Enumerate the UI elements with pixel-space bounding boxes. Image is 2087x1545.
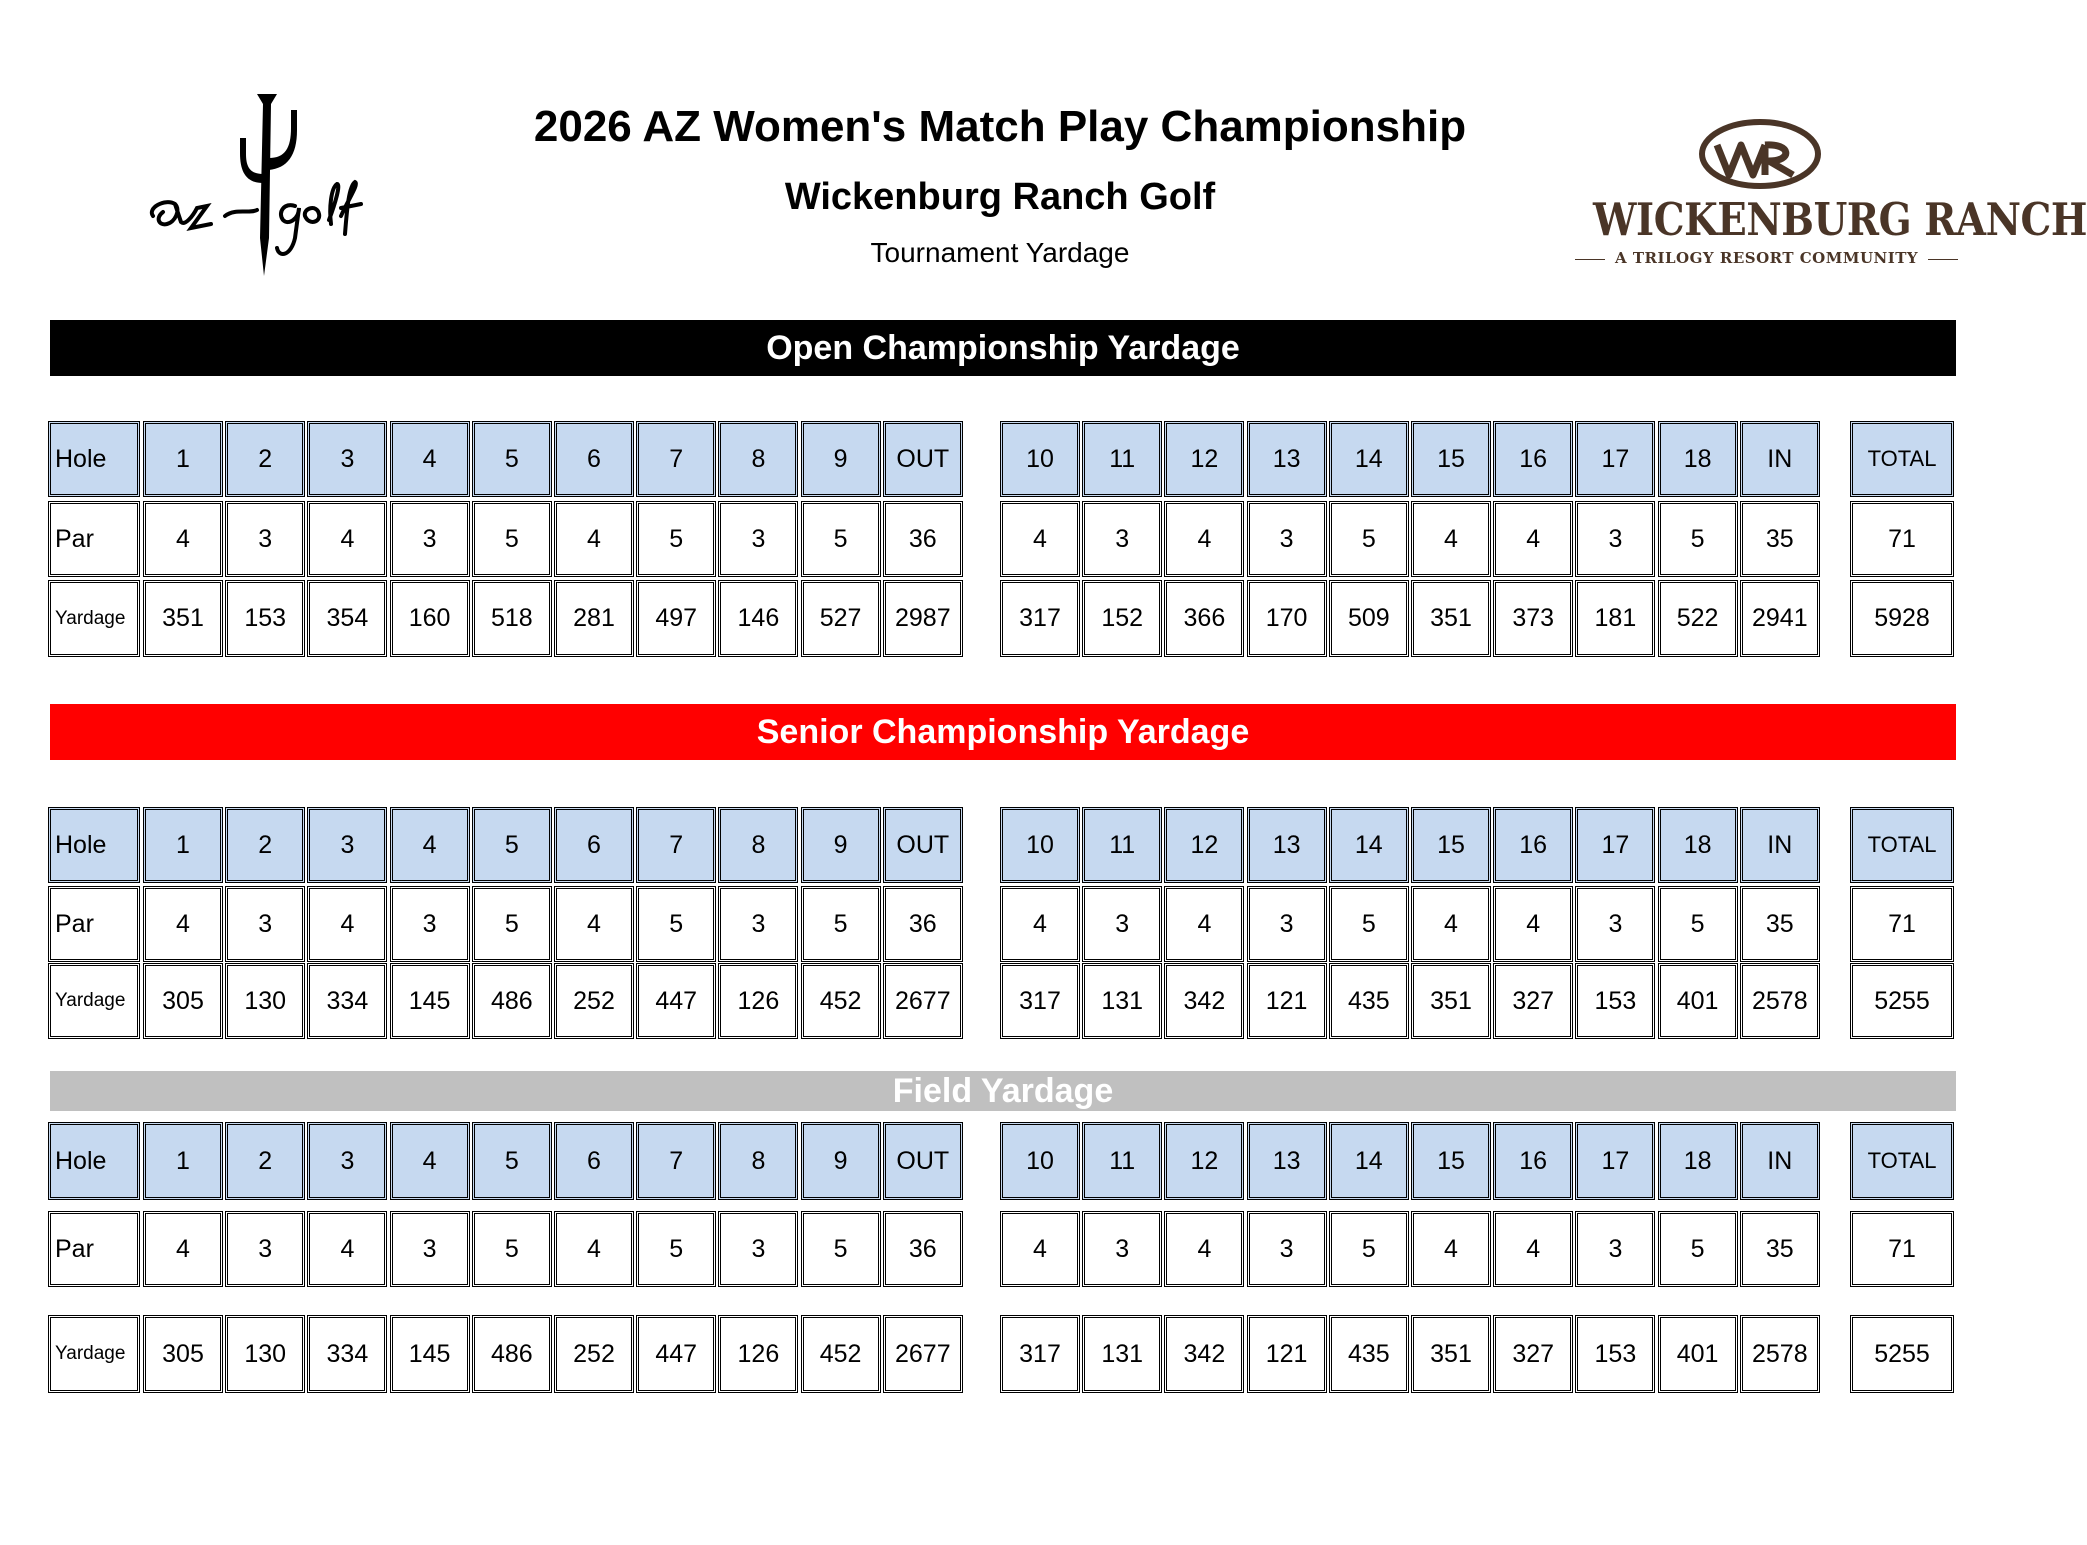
field-hole-cell: 2 (225, 1122, 305, 1200)
open-hole-cell: 7 (636, 421, 716, 497)
senior-par-cell: 3 (390, 886, 470, 962)
senior-yardage-cell: 447 (636, 963, 716, 1039)
field-yardage-cell: 334 (307, 1315, 387, 1393)
field-yardage-label: Yardage (48, 1315, 140, 1393)
open-hole-cell: 15 (1411, 421, 1491, 497)
field-yardage-banner: Field Yardage (50, 1071, 1956, 1111)
field-hole-cell: 7 (636, 1122, 716, 1200)
field-hole-cell: 16 (1493, 1122, 1573, 1200)
field-hole-cell: 11 (1082, 1122, 1162, 1200)
field-hole-cell: 1 (143, 1122, 223, 1200)
open-hole-cell: 6 (554, 421, 634, 497)
field-par-cell: 36 (883, 1211, 963, 1287)
senior-yardage-cell: 252 (554, 963, 634, 1039)
field-hole-cell: 18 (1658, 1122, 1738, 1200)
open-yardage-cell: 373 (1493, 580, 1573, 657)
senior-hole-cell: 16 (1493, 807, 1573, 883)
field-par-cell: 3 (718, 1211, 798, 1287)
senior-hole-cell: 17 (1575, 807, 1655, 883)
field-hole-label: Hole (48, 1122, 140, 1200)
senior-hole-total: TOTAL (1850, 807, 1954, 883)
field-hole-cell: 5 (472, 1122, 552, 1200)
field-yardage-total: 5255 (1850, 1315, 1954, 1393)
senior-par-cell: 4 (143, 886, 223, 962)
field-par-cell: 3 (225, 1211, 305, 1287)
senior-hole-cell: 14 (1329, 807, 1409, 883)
field-par-cell: 5 (472, 1211, 552, 1287)
field-par-cell: 5 (801, 1211, 881, 1287)
open-yardage-label: Yardage (48, 580, 140, 657)
field-hole-cell: 17 (1575, 1122, 1655, 1200)
field-par-cell: 5 (1329, 1211, 1409, 1287)
senior-par-cell: 4 (554, 886, 634, 962)
senior-par-cell: 5 (1329, 886, 1409, 962)
field-hole-total: TOTAL (1850, 1122, 1954, 1200)
senior-hole-cell: 6 (554, 807, 634, 883)
open-par-cell: 3 (1575, 501, 1655, 577)
open-yardage-cell: 351 (143, 580, 223, 657)
open-par-cell: 4 (1000, 501, 1080, 577)
open-yardage-cell: 281 (554, 580, 634, 657)
open-hole-cell: 13 (1247, 421, 1327, 497)
senior-hole-cell: 4 (390, 807, 470, 883)
senior-yardage-cell: 351 (1411, 963, 1491, 1039)
open-par-total: 71 (1850, 501, 1954, 577)
senior-par-cell: 3 (1082, 886, 1162, 962)
open-par-cell: 3 (718, 501, 798, 577)
senior-par-cell: 4 (1411, 886, 1491, 962)
open-hole-cell: 12 (1164, 421, 1244, 497)
open-par-cell: 4 (1164, 501, 1244, 577)
open-yardage-total: 5928 (1850, 580, 1954, 657)
field-hole-cell: 4 (390, 1122, 470, 1200)
open-hole-cell: 2 (225, 421, 305, 497)
field-hole-cell: 10 (1000, 1122, 1080, 1200)
open-yardage-cell: 509 (1329, 580, 1409, 657)
page-title: 2026 AZ Women's Match Play Championship (533, 102, 1467, 151)
field-par-cell: 3 (1082, 1211, 1162, 1287)
senior-yardage-cell: 153 (1575, 963, 1655, 1039)
senior-hole-cell: 7 (636, 807, 716, 883)
open-hole-cell: 4 (390, 421, 470, 497)
senior-hole-cell: 10 (1000, 807, 1080, 883)
open-yardage-cell: 354 (307, 580, 387, 657)
open-par-cell: 5 (472, 501, 552, 577)
open-hole-cell: 8 (718, 421, 798, 497)
open-championship-banner: Open Championship Yardage (50, 320, 1956, 376)
page-subtitle: Tournament Yardage (870, 237, 1130, 268)
senior-yardage-cell: 452 (801, 963, 881, 1039)
open-par-cell: 5 (636, 501, 716, 577)
open-par-cell: 5 (1658, 501, 1738, 577)
field-yardage-cell: 252 (554, 1315, 634, 1393)
field-par-label: Par (48, 1211, 140, 1287)
open-hole-cell: 9 (801, 421, 881, 497)
senior-yardage-cell: 305 (143, 963, 223, 1039)
open-par-label: Par (48, 501, 140, 577)
senior-par-cell: 5 (472, 886, 552, 962)
senior-yardage-cell: 401 (1658, 963, 1738, 1039)
open-par-cell: 4 (1411, 501, 1491, 577)
open-yardage-cell: 317 (1000, 580, 1080, 657)
open-par-cell: 5 (801, 501, 881, 577)
senior-hole-cell: 12 (1164, 807, 1244, 883)
field-yardage-cell: 351 (1411, 1315, 1491, 1393)
wickenburg-ranch-tagline: A TRILOGY RESORT COMMUNITY (1565, 249, 1965, 267)
open-hole-cell: IN (1740, 421, 1820, 497)
senior-yardage-cell: 334 (307, 963, 387, 1039)
field-hole-cell: 14 (1329, 1122, 1409, 1200)
senior-par-cell: 3 (225, 886, 305, 962)
field-yardage-cell: 452 (801, 1315, 881, 1393)
senior-hole-cell: 11 (1082, 807, 1162, 883)
senior-par-cell: 3 (1247, 886, 1327, 962)
field-par-cell: 5 (1658, 1211, 1738, 1287)
field-hole-cell: 6 (554, 1122, 634, 1200)
open-yardage-cell: 146 (718, 580, 798, 657)
senior-yardage-cell: 327 (1493, 963, 1573, 1039)
open-par-cell: 36 (883, 501, 963, 577)
senior-par-cell: 4 (1493, 886, 1573, 962)
senior-yardage-cell: 435 (1329, 963, 1409, 1039)
senior-par-cell: 5 (801, 886, 881, 962)
senior-hole-cell: 9 (801, 807, 881, 883)
field-yardage-cell: 317 (1000, 1315, 1080, 1393)
field-yardage-cell: 126 (718, 1315, 798, 1393)
field-par-cell: 3 (1575, 1211, 1655, 1287)
open-hole-cell: 18 (1658, 421, 1738, 497)
senior-par-cell: 35 (1740, 886, 1820, 962)
field-par-cell: 4 (1000, 1211, 1080, 1287)
senior-hole-label: Hole (48, 807, 140, 883)
field-par-total: 71 (1850, 1211, 1954, 1287)
field-par-cell: 35 (1740, 1211, 1820, 1287)
open-par-cell: 5 (1329, 501, 1409, 577)
field-hole-cell: 15 (1411, 1122, 1491, 1200)
open-hole-label: Hole (48, 421, 140, 497)
senior-yardage-cell: 2578 (1740, 963, 1820, 1039)
senior-yardage-cell: 317 (1000, 963, 1080, 1039)
open-par-cell: 4 (554, 501, 634, 577)
field-hole-cell: 3 (307, 1122, 387, 1200)
field-yardage-cell: 486 (472, 1315, 552, 1393)
open-hole-cell: OUT (883, 421, 963, 497)
senior-yardage-cell: 342 (1164, 963, 1244, 1039)
open-hole-cell: 5 (472, 421, 552, 497)
field-par-cell: 4 (307, 1211, 387, 1287)
field-yardage-cell: 153 (1575, 1315, 1655, 1393)
senior-hole-cell: 8 (718, 807, 798, 883)
field-hole-cell: 13 (1247, 1122, 1327, 1200)
field-yardage-cell: 327 (1493, 1315, 1573, 1393)
field-yardage-cell: 131 (1082, 1315, 1162, 1393)
open-yardage-cell: 170 (1247, 580, 1327, 657)
az-golf-logo (145, 88, 405, 278)
wickenburg-ranch-logo (1565, 115, 2087, 275)
senior-yardage-cell: 2677 (883, 963, 963, 1039)
senior-par-cell: 3 (718, 886, 798, 962)
field-yardage-cell: 121 (1247, 1315, 1327, 1393)
open-hole-cell: 17 (1575, 421, 1655, 497)
open-par-cell: 4 (143, 501, 223, 577)
senior-hole-cell: 1 (143, 807, 223, 883)
senior-hole-cell: IN (1740, 807, 1820, 883)
senior-yardage-cell: 145 (390, 963, 470, 1039)
senior-hole-cell: 13 (1247, 807, 1327, 883)
field-yardage-cell: 2677 (883, 1315, 963, 1393)
open-yardage-cell: 2941 (1740, 580, 1820, 657)
open-hole-total: TOTAL (1850, 421, 1954, 497)
open-yardage-cell: 153 (225, 580, 305, 657)
field-par-cell: 3 (390, 1211, 470, 1287)
field-par-cell: 4 (1164, 1211, 1244, 1287)
field-par-cell: 4 (554, 1211, 634, 1287)
open-par-cell: 3 (225, 501, 305, 577)
senior-par-cell: 4 (1000, 886, 1080, 962)
senior-par-cell: 4 (307, 886, 387, 962)
senior-yardage-label: Yardage (48, 963, 140, 1039)
field-yardage-cell: 145 (390, 1315, 470, 1393)
senior-yardage-cell: 486 (472, 963, 552, 1039)
open-par-cell: 3 (1082, 501, 1162, 577)
open-hole-cell: 10 (1000, 421, 1080, 497)
open-hole-cell: 3 (307, 421, 387, 497)
senior-yardage-cell: 121 (1247, 963, 1327, 1039)
open-yardage-cell: 366 (1164, 580, 1244, 657)
open-yardage-cell: 181 (1575, 580, 1655, 657)
senior-championship-banner: Senior Championship Yardage (50, 704, 1956, 760)
senior-hole-cell: 18 (1658, 807, 1738, 883)
open-yardage-cell: 527 (801, 580, 881, 657)
senior-par-cell: 5 (1658, 886, 1738, 962)
open-par-cell: 3 (1247, 501, 1327, 577)
open-par-cell: 4 (1493, 501, 1573, 577)
open-par-cell: 35 (1740, 501, 1820, 577)
wr-monogram-icon (1695, 115, 1825, 193)
field-hole-cell: IN (1740, 1122, 1820, 1200)
open-yardage-cell: 522 (1658, 580, 1738, 657)
open-par-cell: 3 (390, 501, 470, 577)
open-par-cell: 4 (307, 501, 387, 577)
field-hole-cell: 9 (801, 1122, 881, 1200)
senior-yardage-cell: 130 (225, 963, 305, 1039)
open-yardage-cell: 152 (1082, 580, 1162, 657)
senior-par-total: 71 (1850, 886, 1954, 962)
field-hole-cell: 8 (718, 1122, 798, 1200)
open-yardage-cell: 497 (636, 580, 716, 657)
course-name: Wickenburg Ranch Golf (784, 176, 1216, 218)
field-yardage-cell: 435 (1329, 1315, 1409, 1393)
senior-yardage-cell: 126 (718, 963, 798, 1039)
senior-hole-cell: 5 (472, 807, 552, 883)
senior-hole-cell: OUT (883, 807, 963, 883)
open-yardage-cell: 351 (1411, 580, 1491, 657)
field-par-cell: 4 (1493, 1211, 1573, 1287)
senior-yardage-total: 5255 (1850, 963, 1954, 1039)
open-yardage-cell: 160 (390, 580, 470, 657)
open-yardage-cell: 518 (472, 580, 552, 657)
field-yardage-cell: 305 (143, 1315, 223, 1393)
field-yardage-cell: 130 (225, 1315, 305, 1393)
senior-par-cell: 36 (883, 886, 963, 962)
field-par-cell: 3 (1247, 1211, 1327, 1287)
field-hole-cell: OUT (883, 1122, 963, 1200)
field-yardage-cell: 401 (1658, 1315, 1738, 1393)
open-yardage-cell: 2987 (883, 580, 963, 657)
senior-hole-cell: 15 (1411, 807, 1491, 883)
senior-yardage-cell: 131 (1082, 963, 1162, 1039)
open-hole-cell: 14 (1329, 421, 1409, 497)
field-yardage-cell: 2578 (1740, 1315, 1820, 1393)
open-hole-cell: 1 (143, 421, 223, 497)
field-yardage-cell: 447 (636, 1315, 716, 1393)
senior-hole-cell: 2 (225, 807, 305, 883)
senior-par-cell: 4 (1164, 886, 1244, 962)
wickenburg-ranch-wordmark: WICKENBURG RANCH (1593, 193, 2087, 246)
field-hole-cell: 12 (1164, 1122, 1244, 1200)
open-hole-cell: 16 (1493, 421, 1573, 497)
field-par-cell: 5 (636, 1211, 716, 1287)
senior-par-cell: 3 (1575, 886, 1655, 962)
senior-par-label: Par (48, 886, 140, 962)
senior-hole-cell: 3 (307, 807, 387, 883)
open-hole-cell: 11 (1082, 421, 1162, 497)
senior-par-cell: 5 (636, 886, 716, 962)
field-yardage-cell: 342 (1164, 1315, 1244, 1393)
field-par-cell: 4 (143, 1211, 223, 1287)
field-par-cell: 4 (1411, 1211, 1491, 1287)
